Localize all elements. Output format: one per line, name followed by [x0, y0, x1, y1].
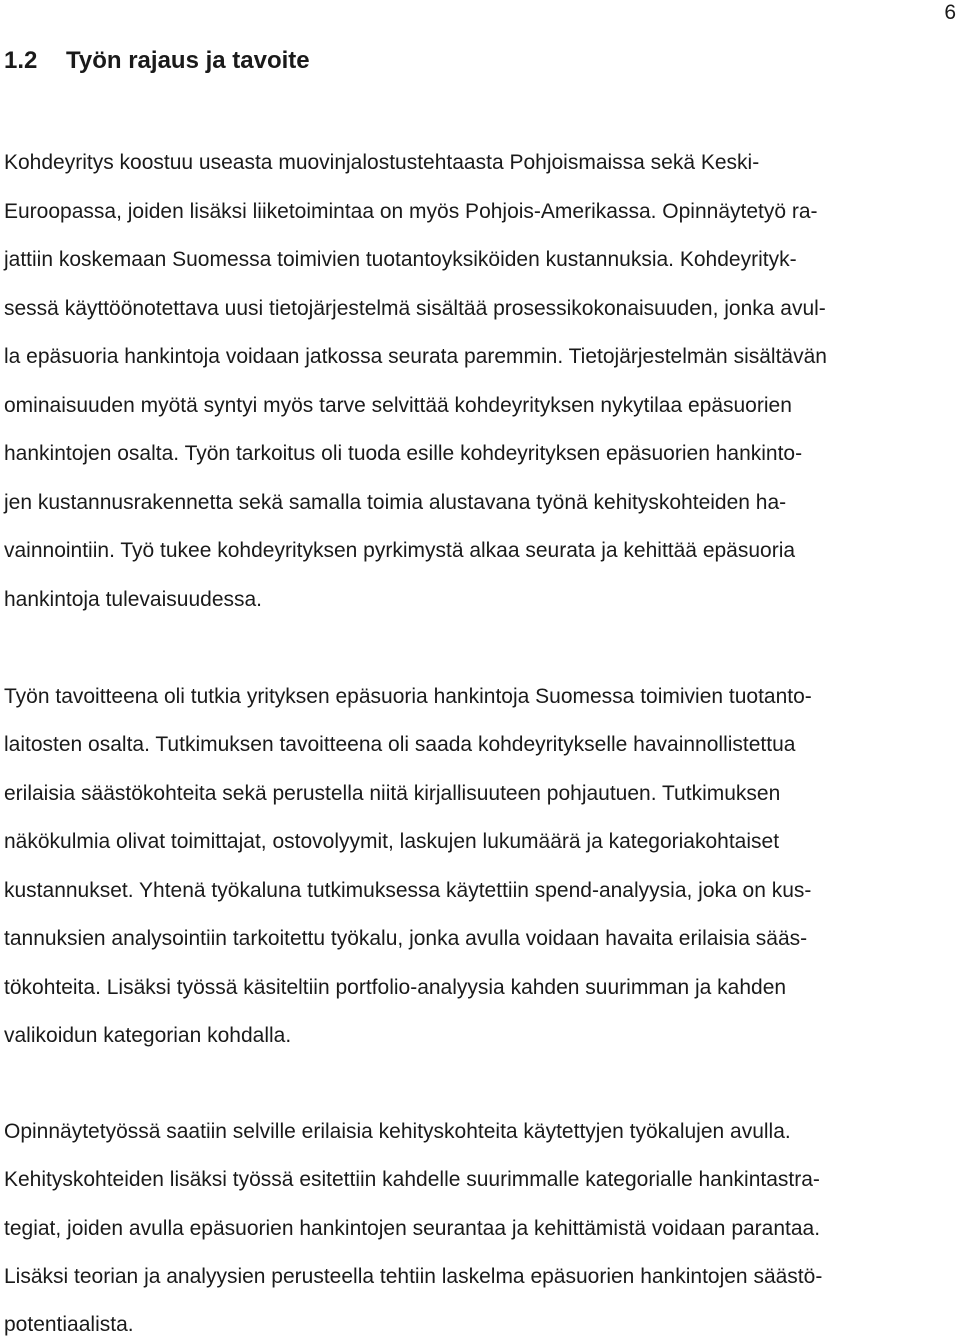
text-line: Euroopassa, joiden lisäksi liiketoimintaa on myös Pohjois-Amerikassa. Opinnäytetyö ra- — [4, 200, 818, 223]
text-line: la epäsuoria hankintoja voidaan jatkossa seurata paremmin. Tietojärjestelmän sisältävän — [4, 345, 827, 368]
text-line: Lisäksi teorian ja analyysien perusteella tehtiin laskelma epäsuorien hankintojen säästö- — [4, 1265, 823, 1288]
text-line: tannuksien analysointiin tarkoitettu työkalu, jonka avulla voidaan havaita erilaisia sääs- — [4, 927, 808, 950]
text-line: tökohteita. Lisäksi työssä käsiteltiin portfolio-analyysia kahden suurimman ja kahden — [4, 976, 787, 999]
text-line: jattiin koskemaan Suomessa toimivien tuotantoyksiköiden kustannuksia. Kohdeyrityk- — [4, 248, 797, 271]
text-line: hankintojen osalta. Työn tarkoitus oli tuoda esille kohdeyrityksen epäsuorien hankinto- — [4, 442, 803, 465]
section-heading — [4, 44, 310, 78]
text-line: kustannukset. Yhtenä työkaluna tutkimuksessa käytettiin spend-analyysia, joka on kus- — [4, 879, 812, 902]
section-number: 1.2 — [4, 47, 38, 74]
section-title: Työn rajaus ja tavoite — [66, 47, 310, 74]
text-line: vainnointiin. Työ tukee kohdeyrityksen pyrkimystä alkaa seurata ja kehittää epäsuoria — [4, 539, 796, 562]
text-line: erilaisia säästökohteita sekä perustella niitä kirjallisuuteen pohjautuen. Tutkimuksen — [4, 782, 781, 805]
text-line: Kohdeyritys koostuu useasta muovinjalostustehtaasta Pohjoismaissa sekä Keski- — [4, 151, 760, 174]
text-line: laitosten osalta. Tutkimuksen tavoitteena oli saada kohdeyritykselle havainnollistettua — [4, 733, 796, 756]
text-line: jen kustannusrakennetta sekä samalla toimia alustavana työnä kehityskohteiden ha- — [4, 491, 787, 514]
text-line: sessä käyttöönotettava uusi tietojärjestelmä sisältää prosessikokonaisuuden, jonka avul- — [4, 297, 826, 320]
page-number: 6 — [944, 1, 956, 24]
text-line: Kehityskohteiden lisäksi työssä esitettiin kahdelle suurimmalle kategorialle hankintastra- — [4, 1168, 820, 1191]
text-line: Työn tavoitteena oli tutkia yrityksen epäsuoria hankintoja Suomessa toimivien tuotanto- — [4, 685, 812, 708]
text-line: potentiaalista. — [4, 1313, 134, 1336]
text-line: valikoidun kategorian kohdalla. — [4, 1024, 292, 1047]
text-line: hankintoja tulevaisuudessa. — [4, 588, 263, 611]
text-line: Opinnäytetyössä saatiin selville erilaisia kehityskohteita käytettyjen työkalujen avulla. — [4, 1120, 791, 1143]
text-line: ominaisuuden myötä syntyi myös tarve selvittää kohdeyrityksen nykytilaa epäsuorien — [4, 394, 792, 417]
text-line: tegiat, joiden avulla epäsuorien hankintojen seurantaa ja kehittämistä voidaan parantaa. — [4, 1217, 821, 1240]
text-line: näkökulmia olivat toimittajat, ostovolyymit, laskujen lukumäärä ja kategoriakohtaiset — [4, 830, 780, 853]
